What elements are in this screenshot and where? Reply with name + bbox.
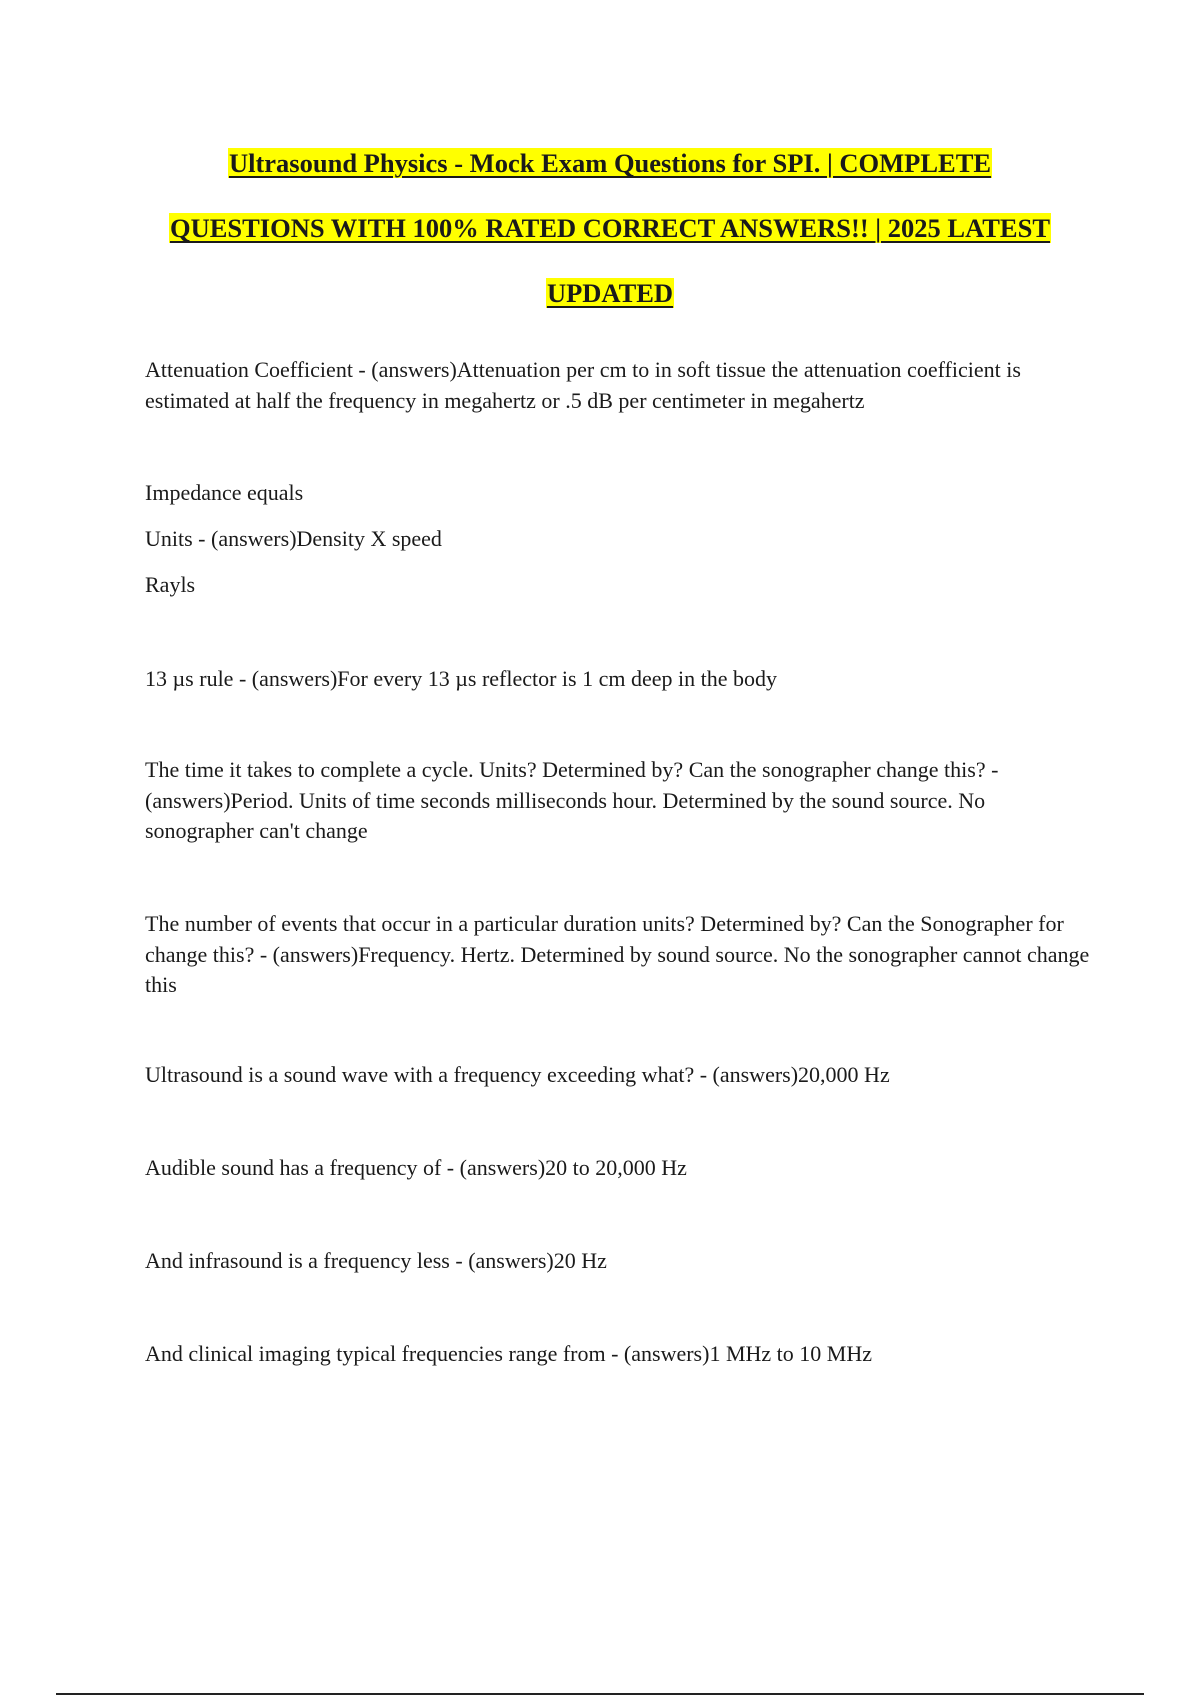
page-bottom-rule xyxy=(56,1693,1144,1695)
entry-audible-sound: Audible sound has a frequency of - (answers)20 to 20,000 Hz xyxy=(145,1155,687,1180)
entry-frequency: The number of events that occur in a particular duration units? Determined by? Can the Sonographer for change this? - (answers)Frequency. Hertz. Determined by sound source. No the sonographer cannot change this xyxy=(145,911,1090,997)
entry-impedance-units: Units - (answers)Density X speed xyxy=(145,526,442,551)
title-line-2: QUESTIONS WITH 100% RATED CORRECT ANSWERS!! | 2025 LATEST xyxy=(169,213,1051,243)
title-line-3: UPDATED xyxy=(546,278,674,308)
document-title xyxy=(130,140,1090,335)
entry-13us-rule: 13 µs rule - (answers)For every 13 µs reflector is 1 cm deep in the body xyxy=(145,666,778,691)
entry-period: The time it takes to complete a cycle. Units? Determined by? Can the sonographer change this? - (answers)Period. Units of time seconds milliseconds hour. Determined by the sound source. No sonographer can't change xyxy=(145,757,999,843)
entry-infrasound: And infrasound is a frequency less - (answers)20 Hz xyxy=(145,1248,607,1273)
entry-impedance-equals: Impedance equals xyxy=(145,480,304,505)
entry-clinical-imaging: And clinical imaging typical frequencies range from - (answers)1 MHz to 10 MHz xyxy=(145,1341,872,1366)
title-line-1: Ultrasound Physics - Mock Exam Questions for SPI. | COMPLETE xyxy=(228,148,992,178)
entry-rayls: Rayls xyxy=(145,572,196,597)
entry-ultrasound-frequency: Ultrasound is a sound wave with a frequency exceeding what? - (answers)20,000 Hz xyxy=(145,1062,890,1087)
entry-attenuation-coefficient: Attenuation Coefficient - (answers)Attenuation per cm to in soft tissue the attenuation coefficient is estimated at half the frequency in megahertz or .5 dB per centimeter in megahertz xyxy=(145,357,1021,413)
